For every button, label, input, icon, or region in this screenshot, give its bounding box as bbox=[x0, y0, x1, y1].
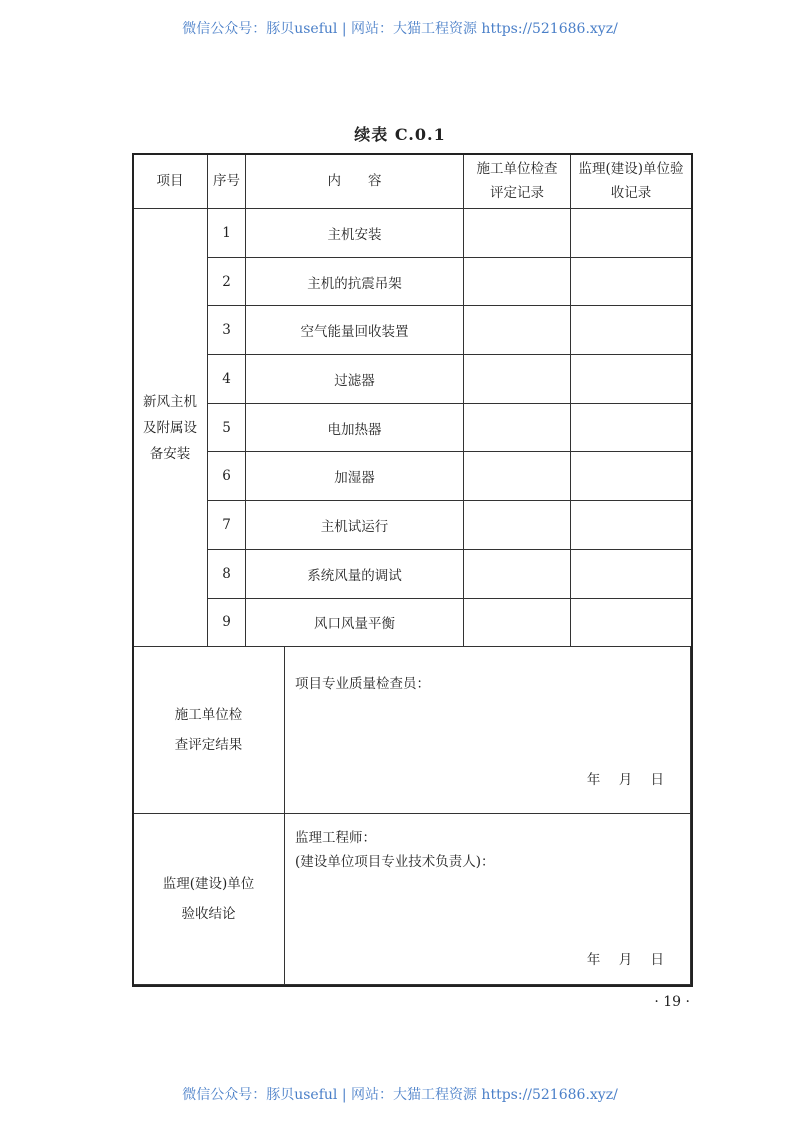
header-supervision-record-text: 监理(建设)单位验收记录 bbox=[578, 161, 684, 201]
row-number: 8 bbox=[208, 549, 246, 598]
row-number: 1 bbox=[208, 209, 246, 258]
header-no: 序号 bbox=[208, 154, 246, 209]
row-content: 电加热器 bbox=[246, 403, 464, 452]
header-construction-record-text: 施工单位检查评定记录 bbox=[476, 161, 558, 201]
header-construction-record bbox=[464, 154, 571, 209]
construction-result-section bbox=[132, 646, 691, 814]
supervision-record-cell bbox=[571, 403, 692, 452]
row-content: 过滤器 bbox=[246, 355, 464, 404]
row-number: 4 bbox=[208, 355, 246, 404]
construction-record-cell bbox=[464, 306, 571, 355]
table-row bbox=[133, 257, 692, 306]
supervision-owner: (建设单位项目专业技术负责人)： bbox=[295, 854, 495, 870]
table-title: 续表 C.0.1 bbox=[354, 125, 446, 144]
watermark-top: 微信公众号：豚贝useful | 网站：大猫工程资源 https://521686.xyz/ bbox=[182, 21, 618, 37]
header-supervision-record bbox=[571, 154, 692, 209]
row-number: 3 bbox=[208, 306, 246, 355]
row-content: 主机的抗震吊架 bbox=[246, 257, 464, 306]
construction-date: 年 月 日 bbox=[586, 772, 664, 788]
table-row bbox=[133, 452, 692, 501]
row-number: 2 bbox=[208, 257, 246, 306]
group-label-text: 新风主机及附属设备安装 bbox=[143, 393, 197, 462]
header-row bbox=[133, 154, 692, 209]
page-number: · 19 · bbox=[654, 994, 690, 1010]
supervision-record-cell bbox=[571, 209, 692, 258]
table-row bbox=[133, 306, 692, 355]
row-content: 主机安装 bbox=[246, 209, 464, 258]
construction-inspector: 项目专业质量检查员： bbox=[295, 676, 430, 692]
row-content: 主机试运行 bbox=[246, 501, 464, 550]
row-number: 6 bbox=[208, 452, 246, 501]
supervision-engineer: 监理工程师： bbox=[295, 830, 376, 846]
construction-record-cell bbox=[464, 598, 571, 647]
watermark-bottom: 微信公众号：豚贝useful | 网站：大猫工程资源 https://521686.xyz/ bbox=[182, 1087, 618, 1103]
table-row bbox=[133, 501, 692, 550]
supervision-record-cell bbox=[571, 452, 692, 501]
construction-record-cell bbox=[464, 209, 571, 258]
construction-record-cell bbox=[464, 501, 571, 550]
row-number: 7 bbox=[208, 501, 246, 550]
construction-record-cell bbox=[464, 355, 571, 404]
table-row bbox=[133, 209, 692, 258]
construction-record-cell bbox=[464, 257, 571, 306]
construction-result-label: 施工单位检查评定结果 bbox=[174, 706, 243, 753]
table-row bbox=[133, 549, 692, 598]
row-content: 加湿器 bbox=[246, 452, 464, 501]
header-item: 项目 bbox=[133, 154, 208, 209]
construction-record-cell bbox=[464, 549, 571, 598]
supervision-record-cell bbox=[571, 306, 692, 355]
group-label bbox=[133, 209, 208, 647]
header-content: 内 容 bbox=[246, 154, 464, 209]
row-content: 空气能量回收装置 bbox=[246, 306, 464, 355]
supervision-record-cell bbox=[571, 501, 692, 550]
inspection-table bbox=[132, 153, 692, 647]
row-content: 系统风量的调试 bbox=[246, 549, 464, 598]
row-number: 5 bbox=[208, 403, 246, 452]
row-content: 风口风量平衡 bbox=[246, 598, 464, 647]
supervision-record-cell bbox=[571, 549, 692, 598]
table-row bbox=[133, 355, 692, 404]
supervision-record-cell bbox=[571, 355, 692, 404]
table-row bbox=[133, 403, 692, 452]
construction-record-cell bbox=[464, 452, 571, 501]
table-row bbox=[133, 598, 692, 647]
supervision-result-section bbox=[132, 814, 691, 985]
supervision-result-label: 监理(建设)单位验收结论 bbox=[162, 876, 255, 922]
supervision-record-cell bbox=[571, 257, 692, 306]
supervision-date: 年 月 日 bbox=[586, 952, 664, 968]
construction-record-cell bbox=[464, 403, 571, 452]
supervision-record-cell bbox=[571, 598, 692, 647]
row-number: 9 bbox=[208, 598, 246, 647]
